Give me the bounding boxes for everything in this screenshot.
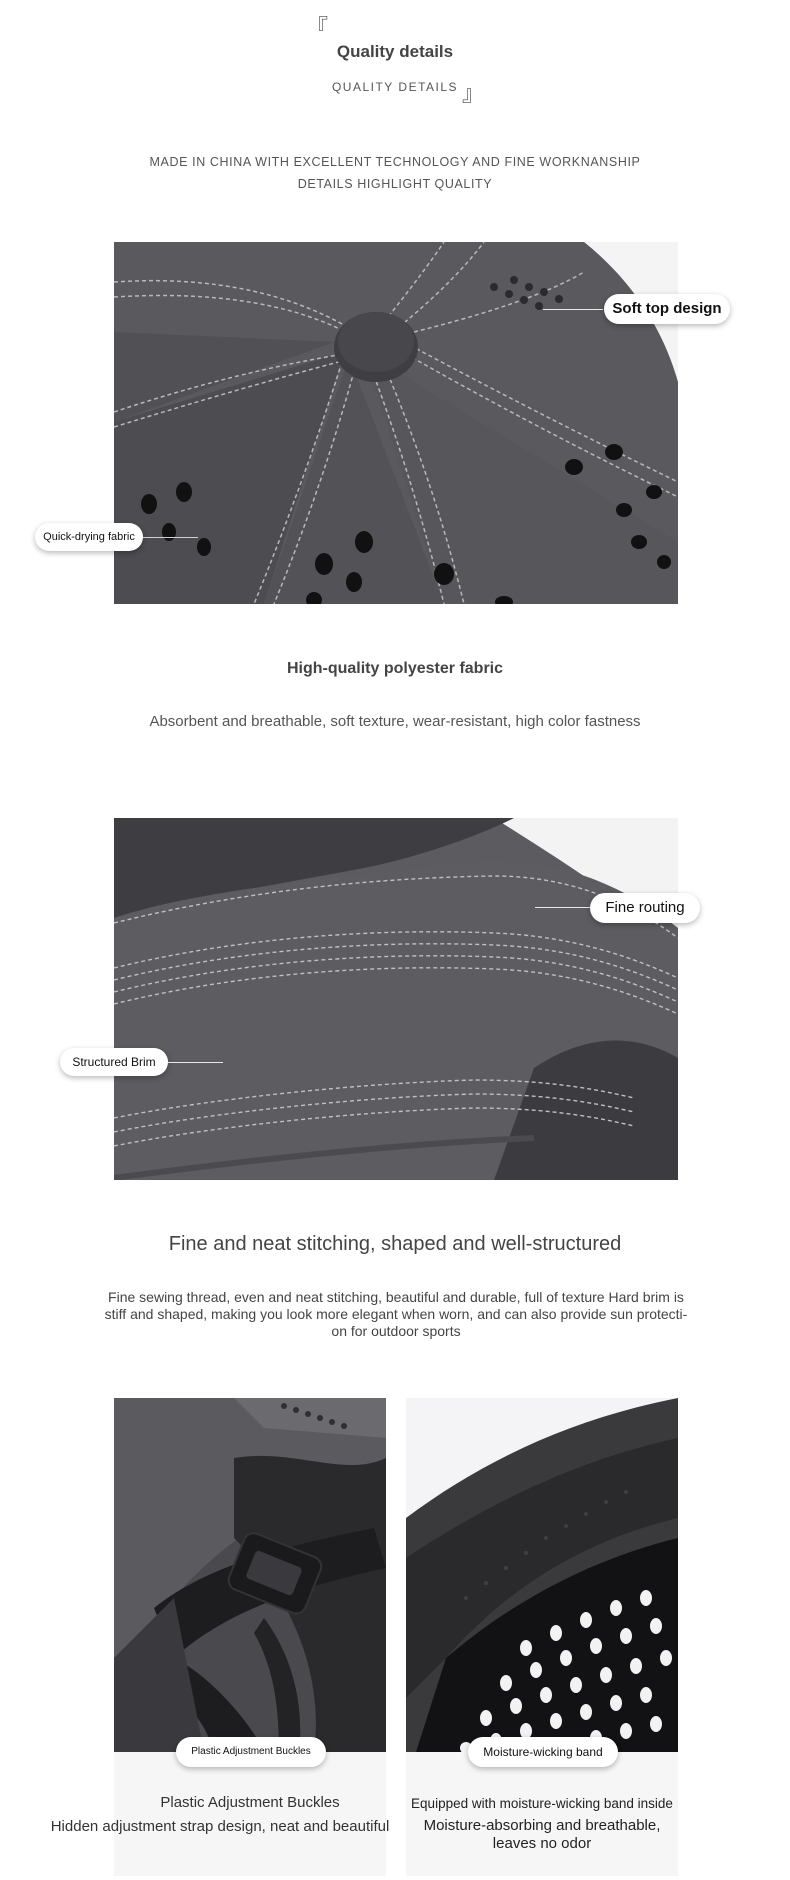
buckle-illustration xyxy=(114,1398,386,1752)
sweatband-illustration xyxy=(406,1398,678,1752)
intro-line-2: DETAILS HIGHLIGHT QUALITY xyxy=(297,177,493,191)
buckle-description: Hidden adjustment strap design, neat and beautiful xyxy=(50,1818,390,1835)
section2-description-line-3: on for outdoor sports xyxy=(331,1323,461,1339)
section2-heading: Fine and neat stitching, shaped and well-structured xyxy=(168,1233,622,1255)
fine-routing-callout: Fine routing xyxy=(590,893,700,923)
soft-top-leader-line xyxy=(543,309,603,310)
section2-description-line-2: stiff and shaped, making you look more elegant when worn, and can also provide sun protecti- xyxy=(104,1306,688,1322)
fine-routing-leader-line xyxy=(535,907,590,908)
structured-brim-leader-line xyxy=(168,1062,223,1063)
page-title: Quality details xyxy=(336,42,454,61)
soft-top-callout: Soft top design xyxy=(604,294,730,324)
intro-line-1: MADE IN CHINA WITH EXCELLENT TECHNOLOGY AND FINE WORKNANSHIP xyxy=(149,155,641,169)
bracket-close-decoration: 』 xyxy=(462,82,485,107)
sweatband-description-line-2: leaves no odor xyxy=(492,1835,592,1852)
section1-heading: High-quality polyester fabric xyxy=(286,660,504,677)
buckle-title: Plastic Adjustment Buckles xyxy=(160,1794,340,1811)
section1-description: Absorbent and breathable, soft texture, wear-resistant, high color fastness xyxy=(149,713,641,730)
sweatband-title: Equipped with moisture-wicking band inside xyxy=(411,1796,673,1811)
crown-fabric-photo xyxy=(114,242,678,604)
sweatband-description-line-1: Moisture-absorbing and breathable, xyxy=(423,1817,661,1834)
sweatband-badge: Moisture-wicking band xyxy=(468,1737,618,1767)
brim-stitching-photo xyxy=(114,818,678,1180)
structured-brim-callout: Structured Brim xyxy=(60,1048,168,1076)
section2-description-line-1: Fine sewing thread, even and neat stitching, beautiful and durable, full of texture Hard brim is xyxy=(108,1289,684,1305)
quick-drying-callout: Quick-drying fabric xyxy=(35,523,143,551)
quick-drying-leader-line xyxy=(143,537,198,538)
bracket-open-decoration: 『 xyxy=(306,16,329,41)
buckle-badge: Plastic Adjustment Buckles xyxy=(176,1737,326,1767)
brim-stitching-illustration xyxy=(114,818,678,1180)
buckle-photo xyxy=(114,1398,386,1752)
sweatband-photo xyxy=(406,1398,678,1752)
crown-fabric-illustration xyxy=(114,242,678,604)
page-subtitle: QUALITY DETAILS xyxy=(331,80,459,94)
